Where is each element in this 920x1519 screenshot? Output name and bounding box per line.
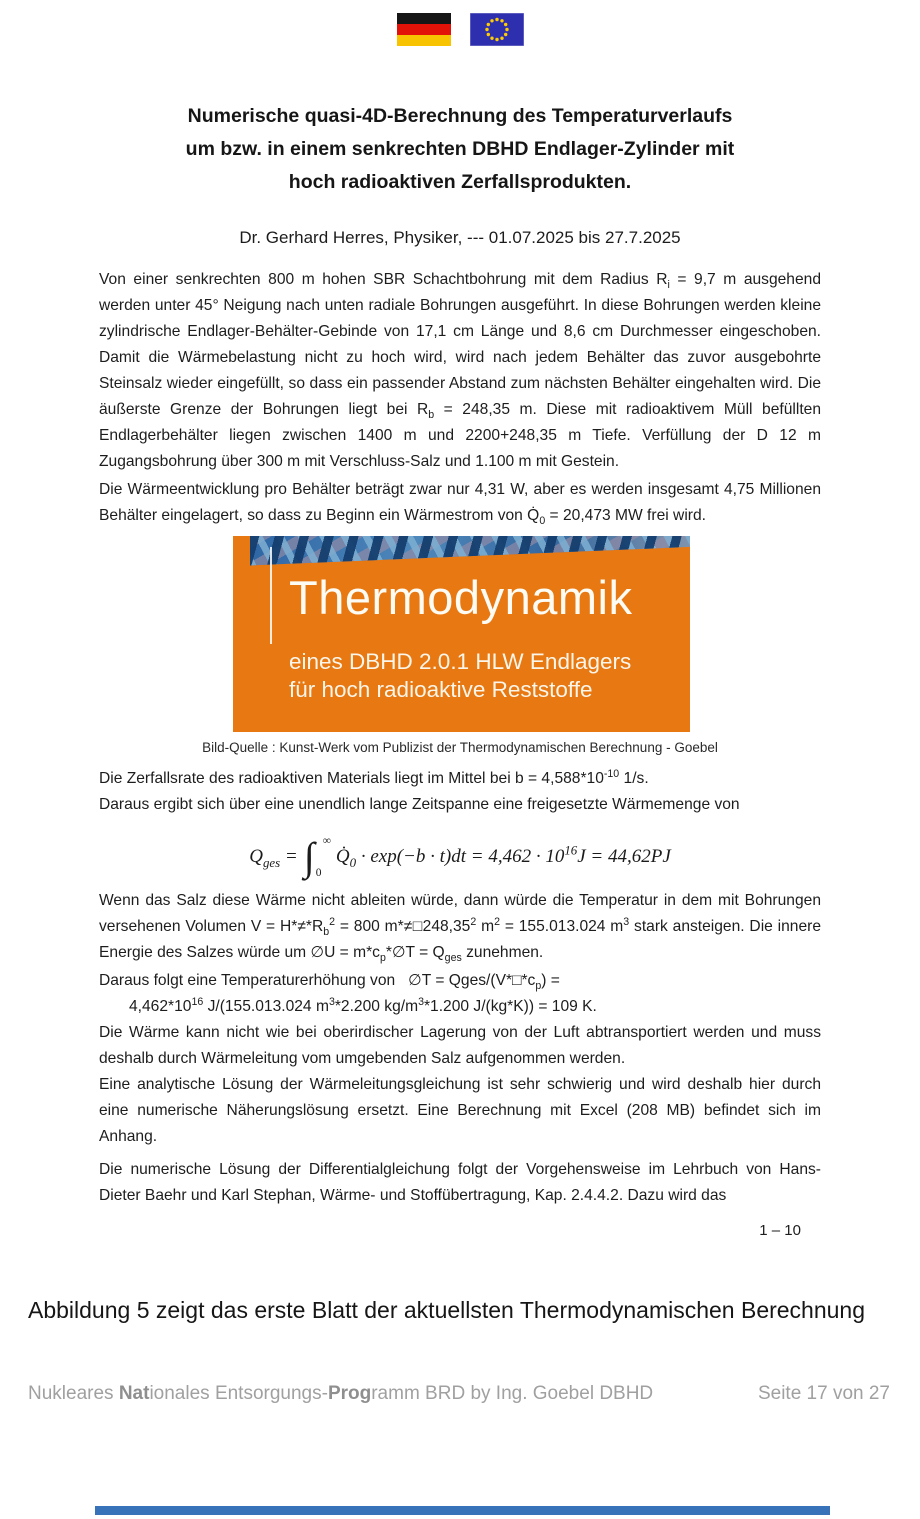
- flags-row: [0, 13, 920, 46]
- paragraph-heat-output: Die Wärmeentwicklung pro Behälter beträgt zwar nur 4,31 W, aber es werden insgesamt 4,75 Millionen Behälter eingelagert, so dass zu Beginn ein Wärmestrom von $Q̇_0 = 20,473$ MW frei wird.: [99, 481, 821, 528]
- page-footer: [28, 1383, 890, 1405]
- eu-flag-icon: [470, 13, 524, 46]
- image-source-caption: Bild-Quelle : Kunst-Werk vom Publizist der Thermodynamischen Berechnung - Goebel: [202, 740, 718, 755]
- integral-limits: [316, 835, 331, 879]
- document-title: [70, 100, 850, 199]
- numerical-solution-line: Eine analytische Lösung der Wärmeleitungsgleichung ist sehr schwierig und wird deshalb hier durch eine numerische Näherungslösung ersetzt. Eine Berechnung mit Excel (208 MB) befindet sich im Anhang.: [99, 1076, 821, 1145]
- banner-title: Thermodynamik: [289, 571, 633, 624]
- integral-sign: ∫: [303, 834, 315, 879]
- figure-caption: Abbildung 5 zeigt das erste Blatt der aktuellsten Thermodynamischen Berechnung: [28, 1297, 866, 1323]
- formula-rhs: $Q̇_0 \cdot \exp(-b \cdot t)dt = 4,462 \cdot 10^{16}J = 44,62PJ$: [335, 842, 671, 870]
- paragraph-volume-energy: Wenn das Salz diese Wärme nicht ableiten würde, dann würde die Temperatur in dem mit Bohrungen versehenen Volumen $V = H*\ne*R_b^2 = 800$ $m*\ne□248,35^2$ $m^2 = 155.013.024$ $m^3$ stark ansteigen. Die innere Energie des Salzes würde um ∅U = $m*c_p*\emptyset T = Q_{ges}$ zunehmen.: [99, 892, 822, 965]
- paragraph-boreholes: Von einer senkrechten 800 m hohen SBR Schachtbohrung mit dem Radius $R_i = 9,7$ m ausgehend werden unter 45° Neigung nach unten radiale Bohrungen ausgeführt. In diese Bohrungen werden kleine zylindrische Endlager-Behälter-Gebinde von 17,1 cm Länge und 8,6 cm Durchmesser eingeschoben. Damit die Wärmebelastung nicht zu hoch wird, wird nach jedem Behälter das zuvor ausgebohrte Steinsalz wieder eingefüllt, so dass ein passender Abstand zum nächsten Behälter eingehalten wird. Die äußerste Grenze der Bohrungen liegt bei $R_b = 248,35$ m. Diese mit radioaktivem Müll befüllten Endlagerbehälter liegen zwischen 1400 m und 2200+248,35 m Tiefe. Verfüllung der D 12 m Zugangsbohrung über 300 m mit Verschluss-Salz und 1.100 m mit Gestein.: [99, 271, 821, 470]
- paragraph-textbook-reference: Die numerische Lösung der Differentialgleichung folgt der Vorgehensweise im Lehrbuch von Hans-Dieter Baehr und Karl Stephan, Wärme- und Stoffübertragung, Kap. 2.4.4.2. Dazu wird das: [99, 1161, 821, 1204]
- german-flag-icon: [397, 13, 451, 46]
- banner-vertical-rule: [270, 547, 272, 644]
- decay-rate-line: Die Zerfallsrate des radioaktiven Materials liegt im Mittel bei $b = 4,588*10^{-10}$ 1/s.: [99, 767, 649, 787]
- paragraph-decay-rate: [99, 766, 821, 818]
- heat-quantity-line: Daraus ergibt sich über eine unendlich lange Zeitspanne eine freigesetzte Wärmemenge von: [99, 796, 740, 813]
- document-title-line: Numerische quasi-4D-Berechnung des Temperaturverlaufs: [187, 105, 733, 127]
- author-line: Dr. Gerhard Herres, Physiker, --- 01.07.2025 bis 27.7.2025: [239, 228, 681, 247]
- document-title-line: um bzw. in einem senkrechten DBHD Endlager-Zylinder mit: [185, 138, 735, 160]
- flag-stripe-red: [397, 24, 451, 35]
- formula-lhs: $Q_{ges}$ =: [249, 846, 298, 870]
- footer-page-indicator: Seite 17 von 27: [757, 1383, 890, 1404]
- banner-subtitle: eines DBHD 2.0.1 HLW Endlagers für hoch radioaktive Reststoffe: [289, 649, 632, 702]
- temperature-rise-line: Daraus folgt eine Temperaturerhöhung von ∅T = Qges/$(V*□*c_p)$ =: [99, 972, 560, 993]
- integral-lower-limit: 0: [315, 867, 322, 879]
- flag-stripe-gold: [397, 35, 451, 46]
- bottom-blue-bar: [95, 1506, 830, 1515]
- flag-stripe-black: [397, 13, 451, 24]
- paragraph-temperature-rise: [99, 968, 821, 1150]
- footer-program-label: Nukleares Nationales Entsorgungs-Programm BRD by Ing. Goebel DBHD: [28, 1383, 654, 1404]
- thermodynamik-banner-image: [233, 536, 690, 732]
- temperature-rise-calculation: $4,462*10^{16}$ J/(155.013.024 $m^3*2.200$ $kg/m^3*1.200$ J/(kg*K)) = 109 K.: [129, 995, 597, 1015]
- integral-upper-limit: ∞: [322, 835, 331, 847]
- heat-conduction-line: Die Wärme kann nicht wie bei oberirdischer Lagerung von der Luft abtransportiert werden und muss deshalb durch Wärmeleitung vom umgebenden Salz aufgenommen werden.: [99, 1024, 821, 1067]
- inner-page-number: 1 – 10: [759, 1222, 801, 1239]
- document-title-line: hoch radioaktiven Zerfallsprodukten.: [288, 171, 632, 193]
- integral-formula: [99, 828, 821, 886]
- banner-mosaic-pattern: [250, 536, 690, 568]
